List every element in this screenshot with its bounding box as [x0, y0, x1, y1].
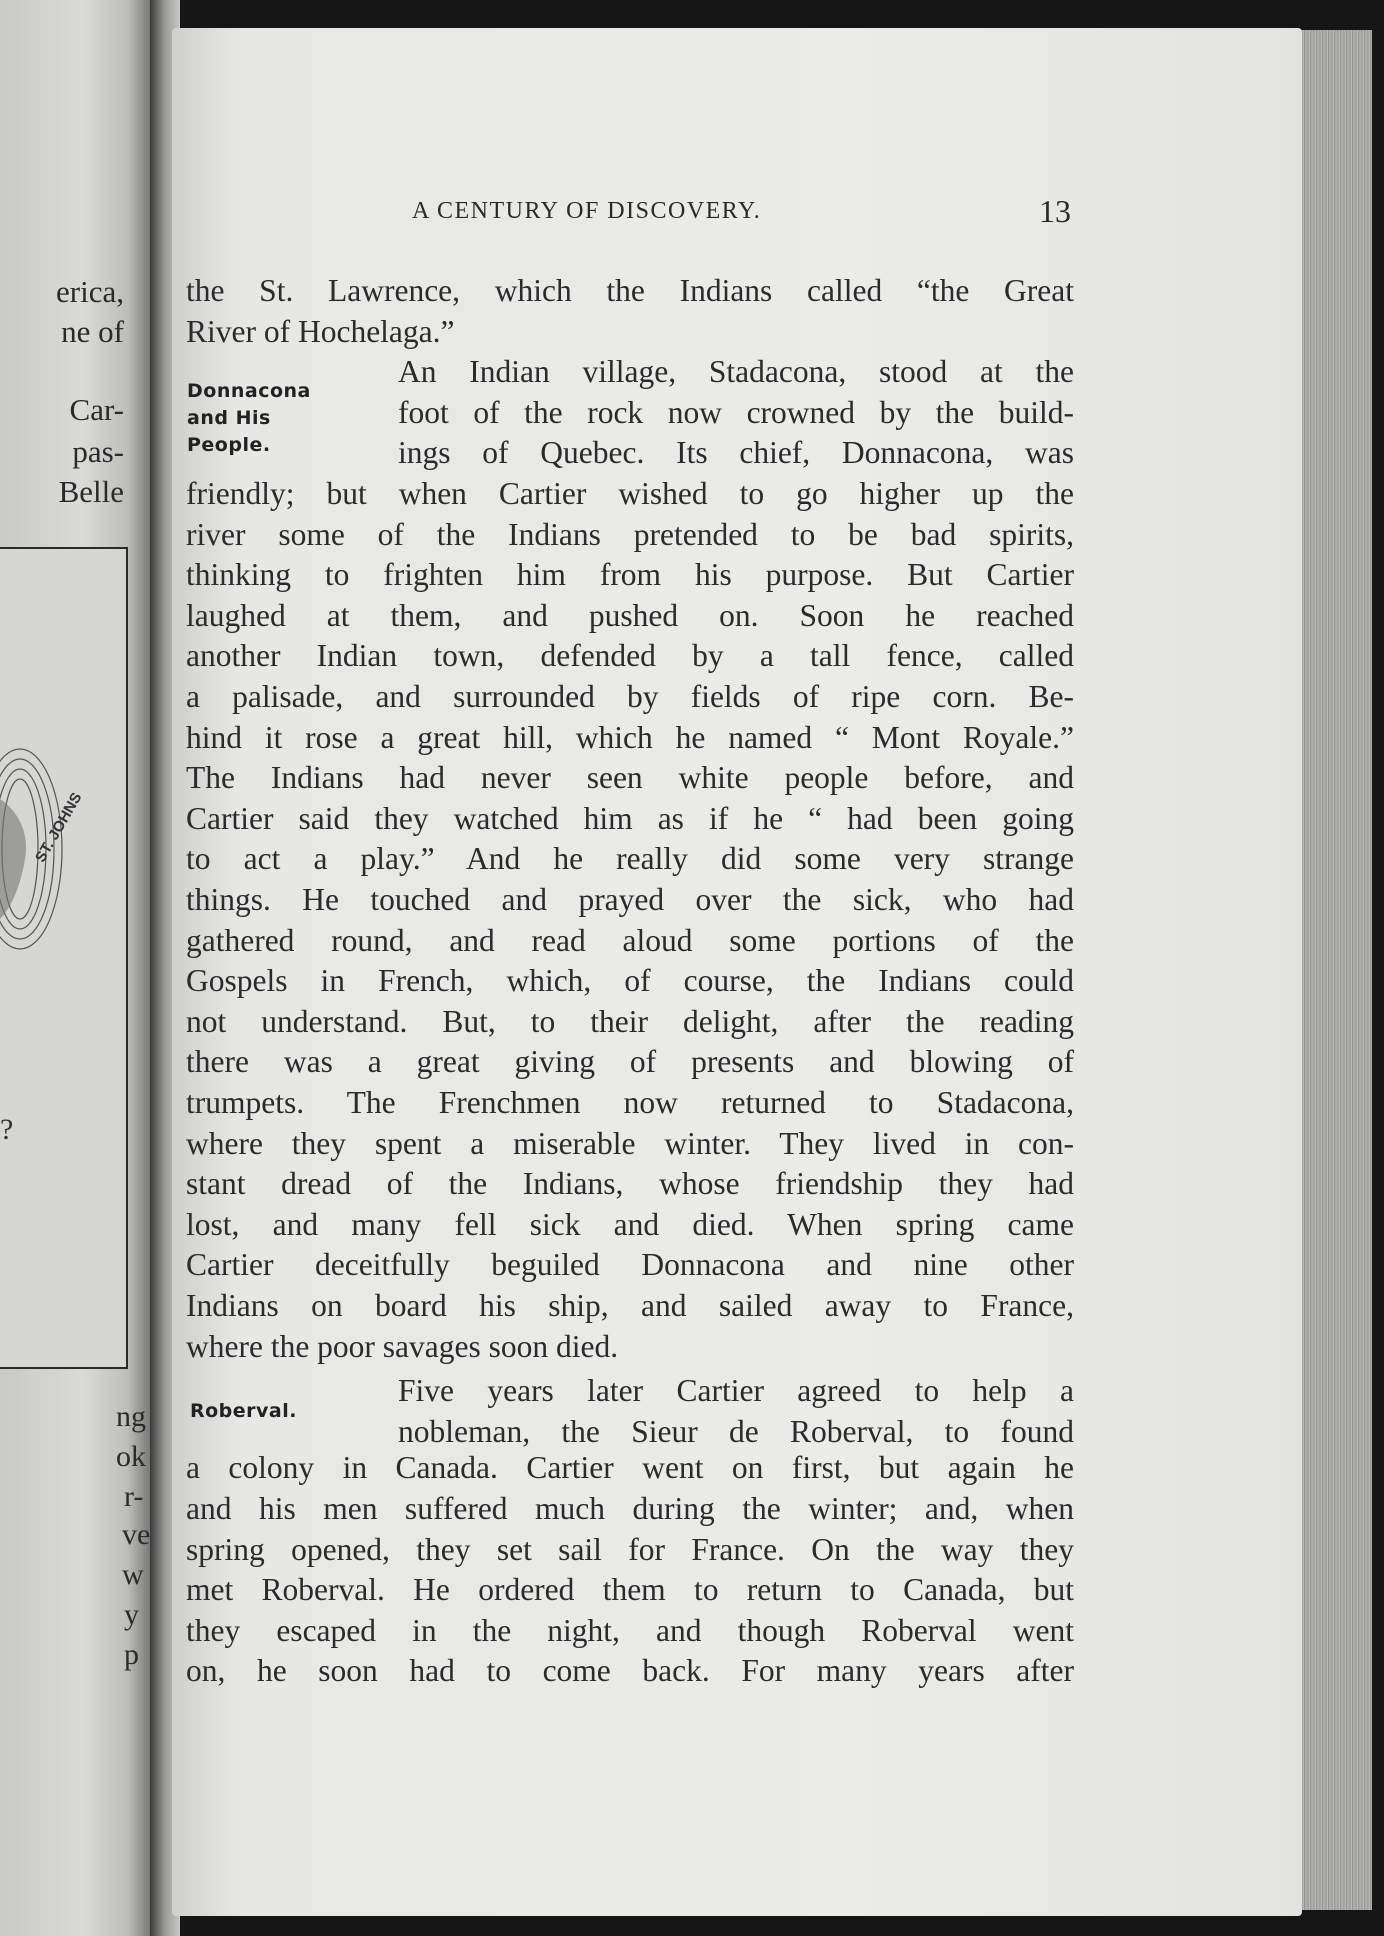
- body-line: hind it rose a great hill, which he named “ Mont Royale.”: [186, 719, 1074, 755]
- body-line: nobleman, the Sieur de Roberval, to found: [398, 1413, 1074, 1449]
- left-page-line: y: [124, 1598, 139, 1631]
- body-line: stant dread of the Indians, whose friendship they had: [186, 1166, 1074, 1202]
- body-line: River of Hochelaga.”: [186, 313, 455, 349]
- body-line: laughed at them, and pushed on. Soon he reached: [186, 597, 1074, 633]
- body-line: spring opened, they set sail for France. On the way they: [186, 1531, 1074, 1567]
- left-page-line: ng: [116, 1400, 146, 1433]
- body-line: Gospels in French, which, of course, the Indians could: [186, 963, 1074, 999]
- map-fragment: [0, 547, 128, 1369]
- body-line: foot of the rock now crowned by the build-: [398, 394, 1074, 430]
- map-coastline-illustration: [0, 549, 128, 1369]
- body-line: not understand. But, to their delight, after the reading: [186, 1003, 1074, 1039]
- left-page-line: ok: [116, 1440, 146, 1473]
- body-line: there was a great giving of presents and blowing of: [186, 1044, 1074, 1080]
- svg-text:?: ?: [0, 1113, 14, 1146]
- body-line: trumpets. The Frenchmen now returned to Stadacona,: [186, 1085, 1074, 1120]
- body-line: to act a play.” And he really did some very strange: [186, 841, 1074, 877]
- body-line: the St. Lawrence, which the Indians called “the Great: [186, 273, 1074, 308]
- body-line: river some of the Indians pretended to be bad spirits,: [186, 516, 1074, 552]
- margin-note-line: and His: [187, 407, 271, 429]
- body-line: and his men suffered much during the winter; and, when: [186, 1491, 1074, 1526]
- body-line: lost, and many fell sick and died. When spring came: [186, 1206, 1074, 1242]
- body-line: ings of Quebec. Its chief, Donnacona, was: [398, 435, 1074, 471]
- left-page-line: p: [124, 1638, 139, 1671]
- body-line: things. He touched and prayed over the sick, who had: [186, 882, 1074, 917]
- margin-note-line: People.: [187, 434, 271, 456]
- left-page-line: r-: [124, 1480, 144, 1513]
- margin-note-donnacona: [187, 378, 311, 459]
- left-page-line: w: [122, 1558, 144, 1591]
- running-head: A CENTURY OF DISCOVERY.: [412, 198, 762, 224]
- body-line: The Indians had never seen white people before, and: [186, 760, 1074, 796]
- body-line: thinking to frighten him from his purpose. But Cartier: [186, 557, 1074, 593]
- body-line: they escaped in the night, and though Roberval went: [186, 1612, 1074, 1648]
- body-line: Five years later Cartier agreed to help a: [398, 1373, 1074, 1409]
- left-page-line: pas-: [72, 434, 124, 469]
- body-line: a palisade, and surrounded by fields of ripe corn. Be-: [186, 679, 1074, 714]
- left-page-line: Car-: [69, 392, 124, 427]
- left-page-line: ve: [122, 1518, 150, 1551]
- body-line: where they spent a miserable winter. They lived in con-: [186, 1125, 1074, 1161]
- left-page-line: erica,: [56, 274, 124, 309]
- previous-page-fragment: [0, 0, 150, 1936]
- left-page-line: ne of: [61, 314, 124, 349]
- page-number: 13: [1039, 193, 1071, 229]
- body-line: An Indian village, Stadacona, stood at the: [398, 354, 1074, 390]
- body-line: Cartier deceitfully beguiled Donnacona and nine other: [186, 1247, 1074, 1283]
- body-line: on, he soon had to come back. For many years after: [186, 1653, 1074, 1689]
- page-edges: [1290, 30, 1372, 1910]
- left-page-line: Belle: [58, 474, 124, 509]
- map-label: ST. JOHNS: [32, 789, 86, 866]
- body-line: friendly; but when Cartier wished to go higher up the: [186, 476, 1074, 511]
- margin-note-roberval: Roberval.: [190, 1400, 297, 1422]
- body-line: Indians on board his ship, and sailed away to France,: [186, 1288, 1074, 1323]
- body-line: Cartier said they watched him as if he “ had been going: [186, 800, 1074, 836]
- margin-note-line: Donnacona: [187, 380, 311, 402]
- body-line: met Roberval. He ordered them to return to Canada, but: [186, 1572, 1074, 1608]
- body-line: where the poor savages soon died.: [186, 1328, 619, 1364]
- body-line: a colony in Canada. Cartier went on first, but again he: [186, 1450, 1074, 1486]
- body-line: gathered round, and read aloud some portions of the: [186, 922, 1074, 958]
- body-line: another Indian town, defended by a tall fence, called: [186, 638, 1074, 674]
